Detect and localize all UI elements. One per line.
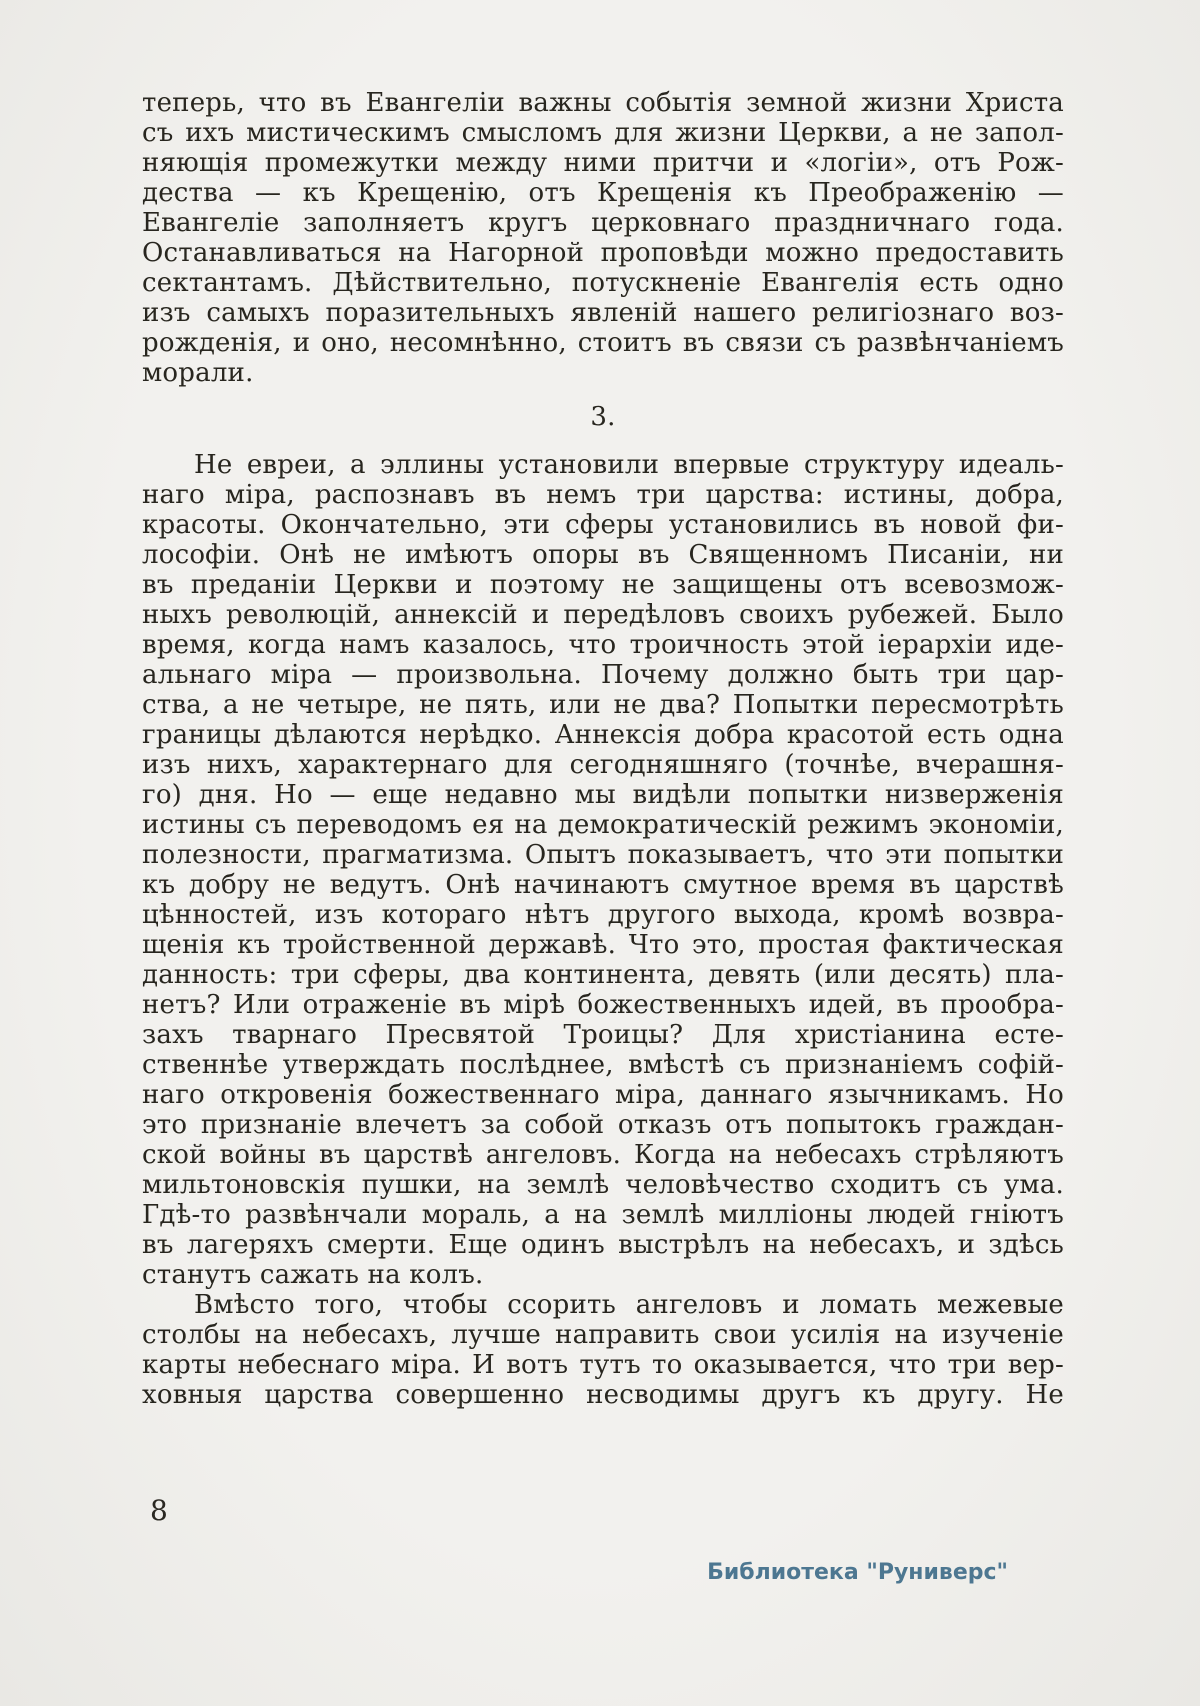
paragraph xyxy=(142,1290,1064,1410)
paragraph xyxy=(142,88,1064,388)
text-line: красоты. Окончательно, эти сферы установились въ новой фи- xyxy=(142,510,1064,540)
text-line: нетъ? Или отраженіе въ мірѣ божественныхъ идей, въ прообра- xyxy=(142,990,1064,1020)
text-line: го) дня. Но — еще недавно мы видѣли попытки низверженія xyxy=(142,780,1064,810)
text-line: это признаніе влечетъ за собой отказъ отъ попытокъ граждан- xyxy=(142,1110,1064,1140)
text-line: наго міра, распознавъ въ немъ три царства: истины, добра, xyxy=(142,480,1064,510)
text-line: ственнѣе утверждать послѣднее, вмѣстѣ съ признаніемъ софій- xyxy=(142,1050,1064,1080)
text-line: въ преданіи Церкви и поэтому не защищены отъ всевозмож- xyxy=(142,570,1064,600)
text-line: няющія промежутки между ними притчи и «логіи», отъ Рож- xyxy=(142,148,1064,178)
text-line: Гдѣ-то развѣнчали мораль, а на землѣ милліоны людей гніютъ xyxy=(142,1200,1064,1230)
page-number: 8 xyxy=(150,1494,168,1527)
text-line: полезности, прагматизма. Опытъ показываетъ, что эти попытки xyxy=(142,840,1064,870)
text-line: станутъ сажать на колъ. xyxy=(142,1260,484,1290)
text-line: мильтоновскія пушки, на землѣ человѣчество сходитъ съ ума. xyxy=(142,1170,1064,1200)
text-line: столбы на небесахъ, лучше направить свои усилія на изученіе xyxy=(142,1320,1064,1350)
text-line: ныхъ революцій, аннексій и передѣловъ своихъ рубежей. Было xyxy=(142,600,1064,630)
text-line: ховныя царства совершенно несводимы другъ къ другу. Не xyxy=(142,1380,1064,1410)
text-line: захъ тварнаго Пресвятой Троицы? Для христіанина есте- xyxy=(142,1020,1064,1050)
text-line: ства, а не четыре, не пять, или не два? Попытки пересмотрѣть xyxy=(142,690,1064,720)
text-line: къ добру не ведутъ. Онѣ начинаютъ смутное время въ царствѣ xyxy=(142,870,1064,900)
paragraph xyxy=(142,450,1064,1290)
section-heading: 3. xyxy=(590,402,616,432)
text-line: данность: три сферы, два континента, девять (или десять) пла- xyxy=(142,960,1064,990)
text-line: Останавливаться на Нагорной проповѣди можно предоставить xyxy=(142,238,1064,268)
text-line: Евангеліе заполняетъ кругъ церковнаго праздничнаго года. xyxy=(142,208,1064,238)
text-line: время, когда намъ казалось, что троичность этой іерархіи иде- xyxy=(142,630,1064,660)
text-line: истины съ переводомъ ея на демократическій режимъ экономіи, xyxy=(142,810,1064,840)
text-line: наго откровенія божественнаго міра, даннаго язычникамъ. Но xyxy=(142,1080,1064,1110)
text-line: дества — къ Крещенію, отъ Крещенія къ Преображенію — xyxy=(142,178,1064,208)
text-line: границы дѣлаются нерѣдко. Аннексія добра красотой есть одна xyxy=(142,720,1064,750)
text-line: цѣнностей, изъ котораго нѣтъ другого выхода, кромѣ возвра- xyxy=(142,900,1064,930)
text-line: Не евреи, а эллины установили впервые структуру идеаль- xyxy=(194,450,1064,480)
text-line: теперь, что въ Евангеліи важны событія земной жизни Христа xyxy=(142,88,1064,118)
text-line: сектантамъ. Дѣйствительно, потускненіе Евангелія есть одно xyxy=(142,268,1064,298)
text-line: щенія къ тройственной державѣ. Что это, простая фактическая xyxy=(142,930,1064,960)
text-line: альнаго міра — произвольна. Почему должно быть три цар- xyxy=(142,660,1064,690)
text-line: съ ихъ мистическимъ смысломъ для жизни Церкви, а не запол- xyxy=(142,118,1064,148)
text-line: Вмѣсто того, чтобы ссорить ангеловъ и ломать межевые xyxy=(194,1290,1064,1320)
text-line: изъ самыхъ поразительныхъ явленій нашего религіознаго воз- xyxy=(142,298,1064,328)
text-line: карты небеснаго міра. И вотъ тутъ то оказывается, что три вер- xyxy=(142,1350,1064,1380)
page-text xyxy=(142,88,1064,1410)
text-line: рожденія, и оно, несомнѣнно, стоитъ въ связи съ развѣнчаніемъ xyxy=(142,328,1064,358)
text-line: морали. xyxy=(142,358,254,388)
text-line: лософіи. Онѣ не имѣютъ опоры въ Священномъ Писаніи, ни xyxy=(142,540,1064,570)
watermark: Библиотека "Руниверс" xyxy=(707,1560,1008,1585)
text-line: въ лагеряхъ смерти. Еще одинъ выстрѣлъ на небесахъ, и здѣсь xyxy=(142,1230,1064,1260)
text-line: ской войны въ царствѣ ангеловъ. Когда на небесахъ стрѣляютъ xyxy=(142,1140,1064,1170)
text-line: изъ нихъ, характернаго для сегодняшняго (точнѣе, вчерашня- xyxy=(142,750,1064,780)
